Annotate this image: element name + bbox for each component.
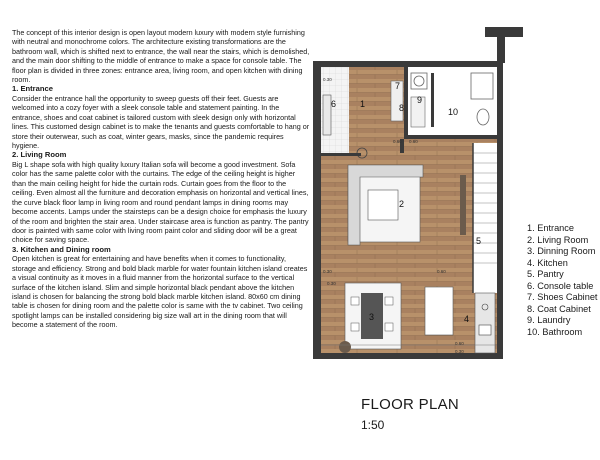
- room-number-9: 9: [417, 95, 423, 105]
- kitchen-island: [425, 287, 453, 335]
- legend-item: 8. Coat Cabinet: [527, 303, 591, 314]
- legend-item: 6. Console table: [527, 280, 594, 291]
- dimension-label: 0.60: [393, 139, 402, 144]
- room-number-5: 5: [476, 236, 482, 246]
- legend-item: 7. Shoes Cabinet: [527, 292, 598, 302]
- vent-shaft: [485, 27, 523, 37]
- dimension-label: 0.30: [455, 349, 464, 354]
- dimension-label: 0.30: [323, 77, 332, 82]
- room-number-6: 6: [331, 99, 337, 109]
- dimension-label: 0.60: [409, 139, 418, 144]
- console-table: [323, 95, 331, 135]
- legend-item: 4. Kitchen: [527, 257, 568, 268]
- section-body-kitchen: Open kitchen is great for entertaining and have benefits when it comes to functionality, storage and efficiency. Strong and bold black marble for water fountain kitchen island creates a visual continuity as it moves in a fluid manner from the horizontal surface to the vertical surface of the kitchen island. Slim and simple horizontal black pendant above the kitchen island is chosen for balancing the strong bold black marble kitchen island. 80x60 cm dining table is chosen for dining room and the palette color is same with the tv cabinet. Two ceiling spotlight lamps can be installed considering big size wall art in the dining room that will become a statement of the room.: [12, 254, 308, 330]
- section-heading-living-room: 2. Living Room: [12, 150, 67, 160]
- dimension-label: 0.60: [437, 269, 446, 274]
- room-number-8: 8: [399, 103, 405, 113]
- legend-item: 9. Laundry: [527, 315, 571, 325]
- section-body-living-room: Big L shape sofa with high quality luxury Italian sofa will become a good investment. Sofa color has the same palette color with the curtains. The edge of the ceiling height is higher than the main ceiling height for hide the curtain rods. Curtain goes from the floor to the ceiling. Even almost all the furniture and decoration emphasis on horizontal and vertical lines, the curve black floor lamp in living room and round pendant lamps in dining rooms may become accents. Lamps under the stairsteps can be a design choice for emphasis the luxury of the room and brighten the stair area. Under staircase area is function as pantry. The pantry door is painted with same color with living room paint color and sliding door will be a great choice for saving space.: [12, 160, 309, 245]
- intro-paragraph: The concept of this interior design is open layout modern luxury with modern style furnishing with neutral and monochrome colors. The architecture existing transformations are the bathroom wall, which is shifted next to entrance, the wall near the stairs, which is demolished, and the main door shifting to the middle of entrance to make a space for console table. The floor plan is divided in three zones: entrance area, living room, and open kitchen with dining room.: [12, 28, 310, 85]
- section-heading-entrance: 1. Entrance: [12, 84, 53, 94]
- laundry-partition: [431, 73, 434, 127]
- room-number-1: 1: [360, 99, 366, 109]
- room-number-3: 3: [369, 312, 375, 322]
- vent-duct: [497, 37, 505, 63]
- room-number-10: 10: [448, 107, 459, 117]
- description-text: [12, 28, 310, 330]
- kitchen-counter: [475, 293, 495, 353]
- bathroom-wall-bottom: [404, 135, 497, 139]
- bathroom-wall: [404, 67, 408, 139]
- section-heading-kitchen: 3. Kitchen and Dining room: [12, 244, 111, 254]
- dimension-label: 0.30: [327, 281, 336, 286]
- toilet: [477, 109, 489, 125]
- floor-plan-title: FLOOR PLAN: [361, 396, 460, 413]
- sink: [479, 325, 491, 335]
- entrance-wall: [321, 153, 361, 156]
- legend-item: 1. Entrance: [527, 223, 574, 233]
- tv-cabinet: [460, 175, 466, 235]
- room-number-7: 7: [395, 81, 401, 91]
- legend-item: 5. Pantry: [527, 269, 564, 279]
- legend-item: 2. Living Room: [527, 234, 589, 245]
- floor-plan-drawing: [305, 25, 525, 380]
- shower: [471, 73, 493, 99]
- floor-plan-scale: 1:50: [361, 418, 385, 432]
- legend-item: 10. Bathroom: [527, 326, 583, 337]
- plant: [339, 341, 351, 353]
- room-number-4: 4: [464, 314, 470, 324]
- room-number-2: 2: [399, 199, 405, 209]
- dimension-label: 0.30: [323, 269, 332, 274]
- section-body-entrance: Consider the entrance hall the opportunity to sweep guests off their feet. Guests are welcomed into a cozy foyer with a sleek console table and statement painting. In the entrance, shoes and coat cabinet is tailored custom with sleek design only with horizontal lines. This customed design cabinet is to make the tenants and guests comfortable to hang or store their outerwear, such as coat, winter gears, masks, since the pandemic requires hygiene.: [12, 94, 310, 151]
- washing-machine: [411, 73, 427, 89]
- coffee-table: [368, 190, 398, 220]
- legend-item: 3. Dinning Room: [527, 246, 596, 256]
- dimension-label: 0.60: [455, 341, 464, 346]
- staircase: [473, 143, 497, 293]
- room-legend: [527, 223, 598, 338]
